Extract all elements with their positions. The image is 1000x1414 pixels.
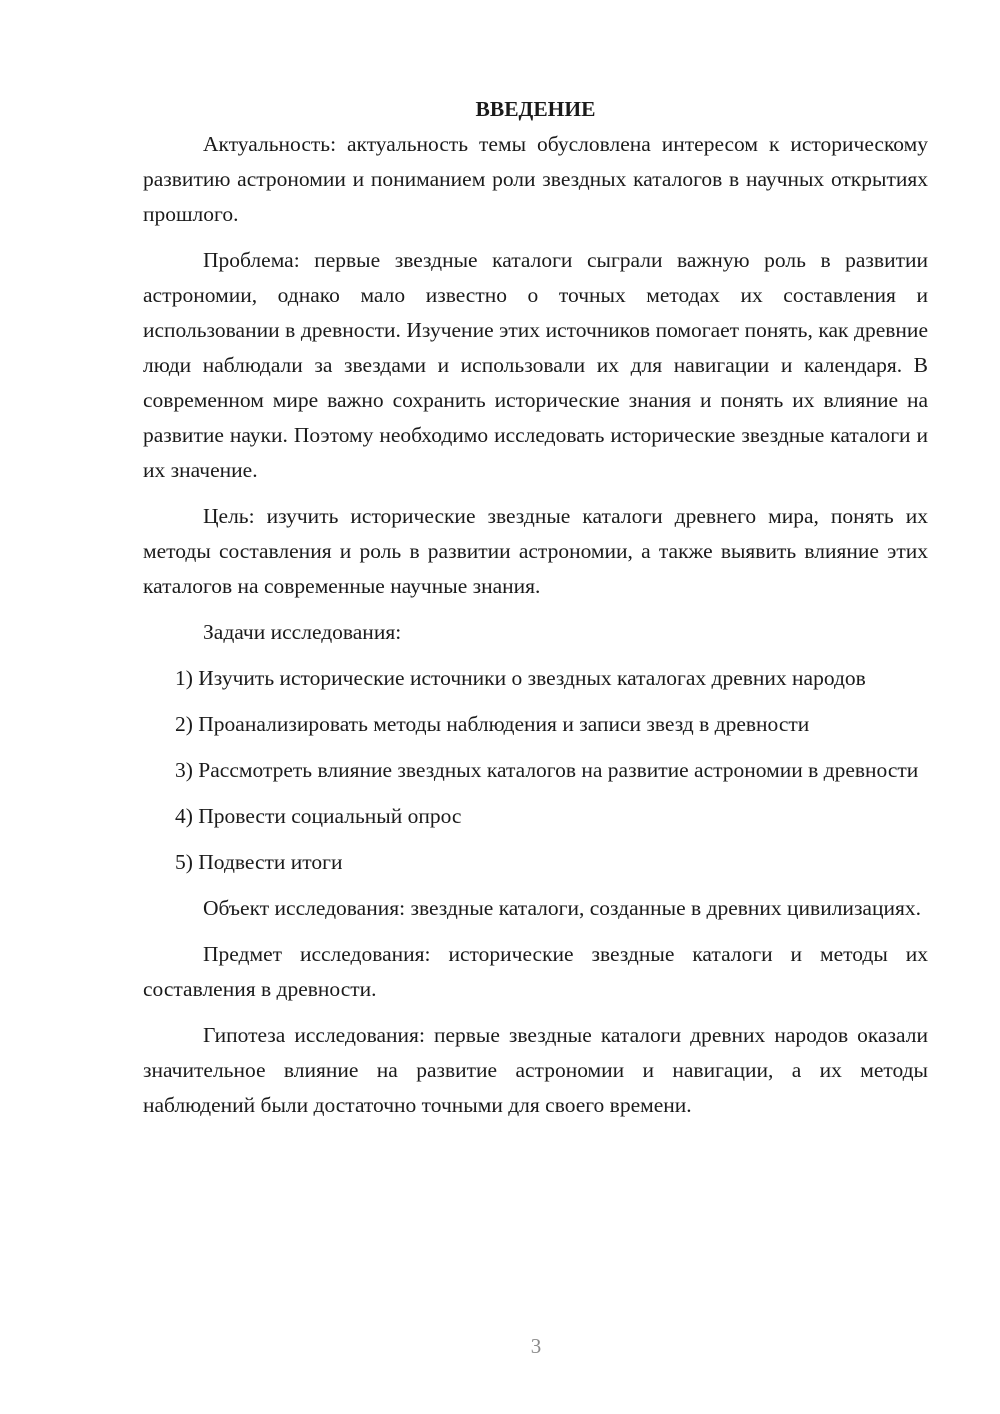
task-item-5: 5) Подвести итоги (175, 850, 343, 874)
task-item-4: 4) Провести социальный опрос (175, 804, 462, 828)
page-number: 3 (530, 1334, 542, 1358)
paragraph-hypothesis: Гипотеза исследования: первые звездные каталоги древних народов оказали значительное влияние на развитие астрономии и навигации, а их методы наблюдений были достаточно точными для своего времени. (143, 1023, 928, 1117)
paragraph-problem: Проблема: первые звездные каталоги сыграли важную роль в развитии астрономии, однако мало известно о точных методах их составления и использовании в древности. Изучение этих источников помогает понять, как древние люди наблюдали за звездами и использовали их для навигации и календаря. В современном мире важно сохранить исторические знания и понять их влияние на развитие науки. Поэтому необходимо исследовать исторические звездные каталоги и их значение. (143, 248, 928, 482)
paragraph-subject: Предмет исследования: исторические звездные каталоги и методы их составления в древности. (143, 942, 928, 1001)
page-content (143, 92, 928, 1134)
paragraph-goal: Цель: изучить исторические звездные каталоги древнего мира, понять их методы составления и роль в развитии астрономии, а также выявить влияние этих каталогов на современные научные знания. (143, 504, 928, 598)
task-item-1: 1) Изучить исторические источники о звездных каталогах древних народов (175, 666, 866, 690)
paragraph-object: Объект исследования: звездные каталоги, созданные в древних цивилизациях. (203, 896, 922, 920)
tasks-heading: Задачи исследования: (203, 620, 402, 644)
task-item-2: 2) Проанализировать методы наблюдения и записи звезд в древности (175, 712, 810, 736)
section-title: ВВЕДЕНИЕ (475, 97, 596, 121)
task-item-3: 3) Рассмотреть влияние звездных каталогов на развитие астрономии в древности (175, 758, 919, 782)
paragraph-relevance: Актуальность: актуальность темы обусловлена интересом к историческому развитию астрономии и пониманием роли звездных каталогов в научных открытиях прошлого. (143, 132, 928, 226)
